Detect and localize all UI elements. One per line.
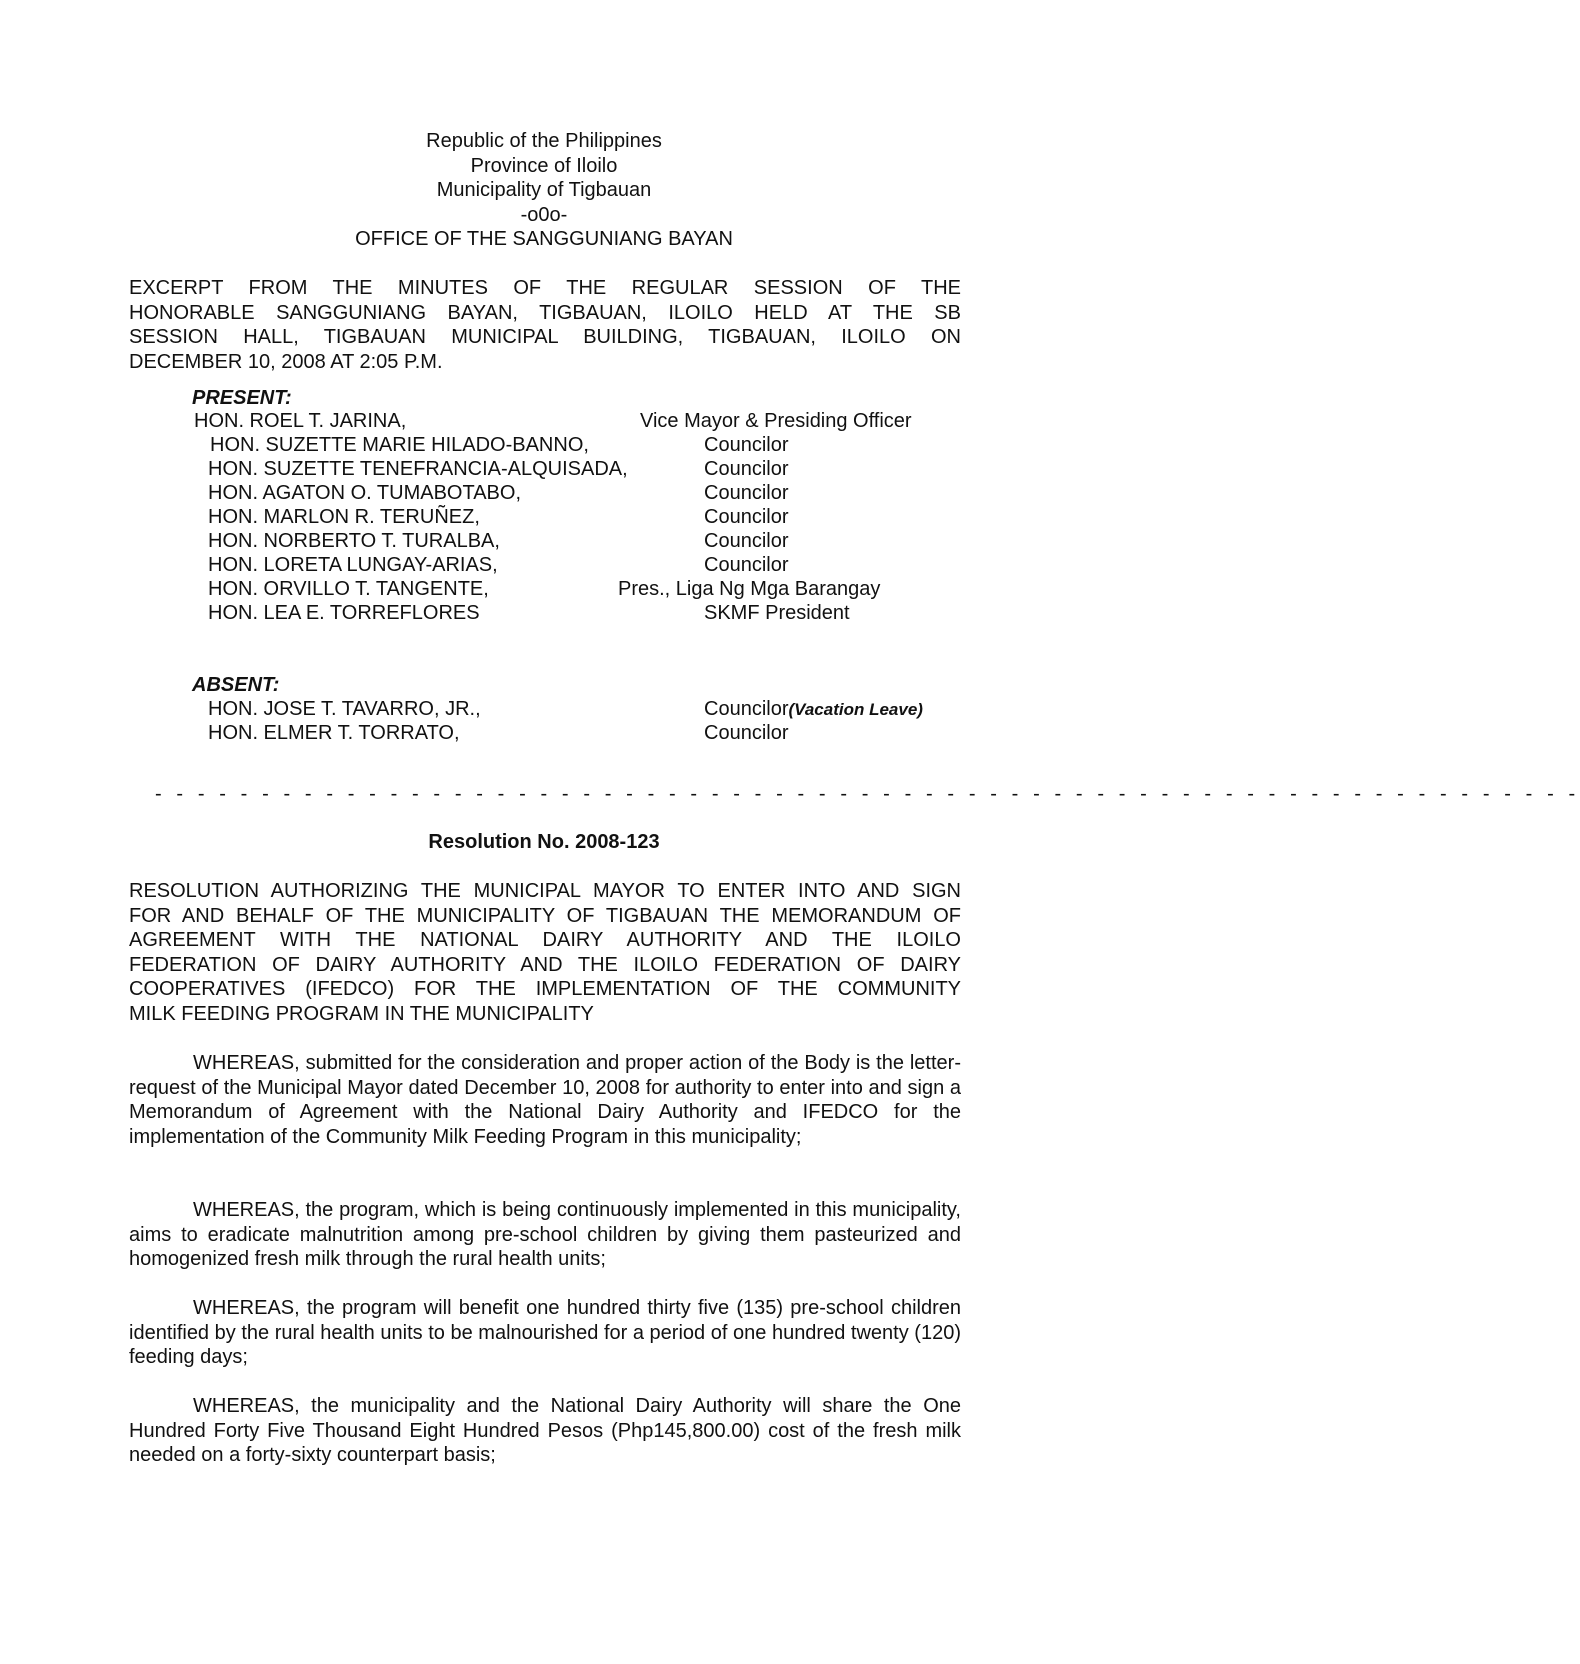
whereas-paragraph: WHEREAS, submitted for the consideration and proper action of the Body is the letter-request of the Municipal Mayor dated December 10, 2008 for authority to enter into and sign a Memorandum of Agreement with the National Dairy Authority and IFEDCO for the implementation of the Community Milk Feeding Program in this municipality; xyxy=(129,1052,961,1148)
member-role-text: Councilor xyxy=(704,698,789,720)
excerpt-line: HONORABLE SANGGUNIANG BAYAN, TIGBAUAN, ILOILO HELD AT THE SB xyxy=(129,301,961,324)
member-role: SKMF President xyxy=(704,602,850,624)
member-name: HON. ROEL T. JARINA, xyxy=(194,410,407,432)
member-name: HON. LEA E. TORREFLORES xyxy=(208,602,480,624)
whereas-paragraph: WHEREAS, the municipality and the National Dairy Authority will share the One Hundred Forty Five Thousand Eight Hundred Pesos (Php145,800.00) cost of the fresh milk needed on a forty-sixty counterpart basis; xyxy=(129,1395,961,1466)
title-line: FEDERATION OF DAIRY AUTHORITY AND THE ILOILO FEDERATION OF DAIRY xyxy=(129,953,961,976)
whereas-paragraph: WHEREAS, the program will benefit one hundred thirty five (135) pre-school children identified by the rural health units to be malnourished for a period of one hundred twenty (120) feeding days; xyxy=(129,1297,961,1368)
section-divider: - - - - - - - - - - - - - - - - - - - - - - - - - - - - - - - - - - - - - - - - - - - - - - - - - - - - - - - - - - - - - - - - - - - xyxy=(155,783,1580,805)
member-name: HON. SUZETTE MARIE HILADO-BANNO, xyxy=(210,434,589,456)
member-name: HON. SUZETTE TENEFRANCIA-ALQUISADA, xyxy=(208,458,628,480)
leave-note: (Vacation Leave) xyxy=(788,700,923,719)
member-role: Councilor xyxy=(704,458,789,480)
title-line: RESOLUTION AUTHORIZING THE MUNICIPAL MAYOR TO ENTER INTO AND SIGN xyxy=(129,880,961,902)
member-role: Councilor xyxy=(704,554,789,576)
minutes-excerpt xyxy=(129,276,961,374)
letterhead xyxy=(0,129,1088,252)
present-heading: PRESENT: xyxy=(192,387,292,409)
member-name: HON. MARLON R. TERUÑEZ, xyxy=(208,506,480,528)
member-role: Councilor xyxy=(704,530,789,552)
title-line: MILK FEEDING PROGRAM IN THE MUNICIPALITY xyxy=(129,1002,594,1025)
member-role: Councilor xyxy=(704,434,789,456)
municipality-line: Municipality of Tigbauan xyxy=(436,179,652,201)
excerpt-line: EXCERPT FROM THE MINUTES OF THE REGULAR SESSION OF THE xyxy=(129,277,961,299)
member-role xyxy=(704,697,923,723)
member-role: Vice Mayor & Presiding Officer xyxy=(640,410,912,432)
member-role: Councilor xyxy=(704,506,789,528)
excerpt-line: DECEMBER 10, 2008 AT 2:05 P.M. xyxy=(129,350,443,373)
resolution-title xyxy=(129,879,961,1026)
whereas-paragraph: WHEREAS, the program, which is being continuously implemented in this municipality, aims to eradicate malnutrition among pre-school children by giving them pasteurized and homogenized fresh milk through the rural health units; xyxy=(129,1199,961,1270)
member-name: HON. ORVILLO T. TANGENTE, xyxy=(208,578,489,600)
title-line: FOR AND BEHALF OF THE MUNICIPALITY OF TIGBAUAN THE MEMORANDUM OF xyxy=(129,904,961,927)
province-line: Province of Iloilo xyxy=(470,154,618,177)
ornament-line: -o0o- xyxy=(520,203,568,226)
member-role: Councilor xyxy=(704,722,789,744)
republic-line: Republic of the Philippines xyxy=(426,130,662,152)
title-line: AGREEMENT WITH THE NATIONAL DAIRY AUTHORITY AND THE ILOILO xyxy=(129,929,961,951)
title-line: COOPERATIVES (IFEDCO) FOR THE IMPLEMENTATION OF THE COMMUNITY xyxy=(129,978,961,1000)
member-name: HON. ELMER T. TORRATO, xyxy=(208,722,460,744)
excerpt-line: SESSION HALL, TIGBAUAN MUNICIPAL BUILDING, TIGBAUAN, ILOILO ON xyxy=(129,326,961,348)
member-name: HON. NORBERTO T. TURALBA, xyxy=(208,530,500,552)
member-name: HON. JOSE T. TAVARRO, JR., xyxy=(208,698,481,720)
absent-heading: ABSENT: xyxy=(192,674,280,696)
resolution-number: Resolution No. 2008-123 xyxy=(428,831,660,853)
member-role: Councilor xyxy=(704,482,789,504)
member-role: Pres., Liga Ng Mga Barangay xyxy=(618,578,881,600)
member-name: HON. AGATON O. TUMABOTABO, xyxy=(208,482,522,504)
office-line: OFFICE OF THE SANGGUNIANG BAYAN xyxy=(355,228,733,250)
member-name: HON. LORETA LUNGAY-ARIAS, xyxy=(208,554,498,576)
